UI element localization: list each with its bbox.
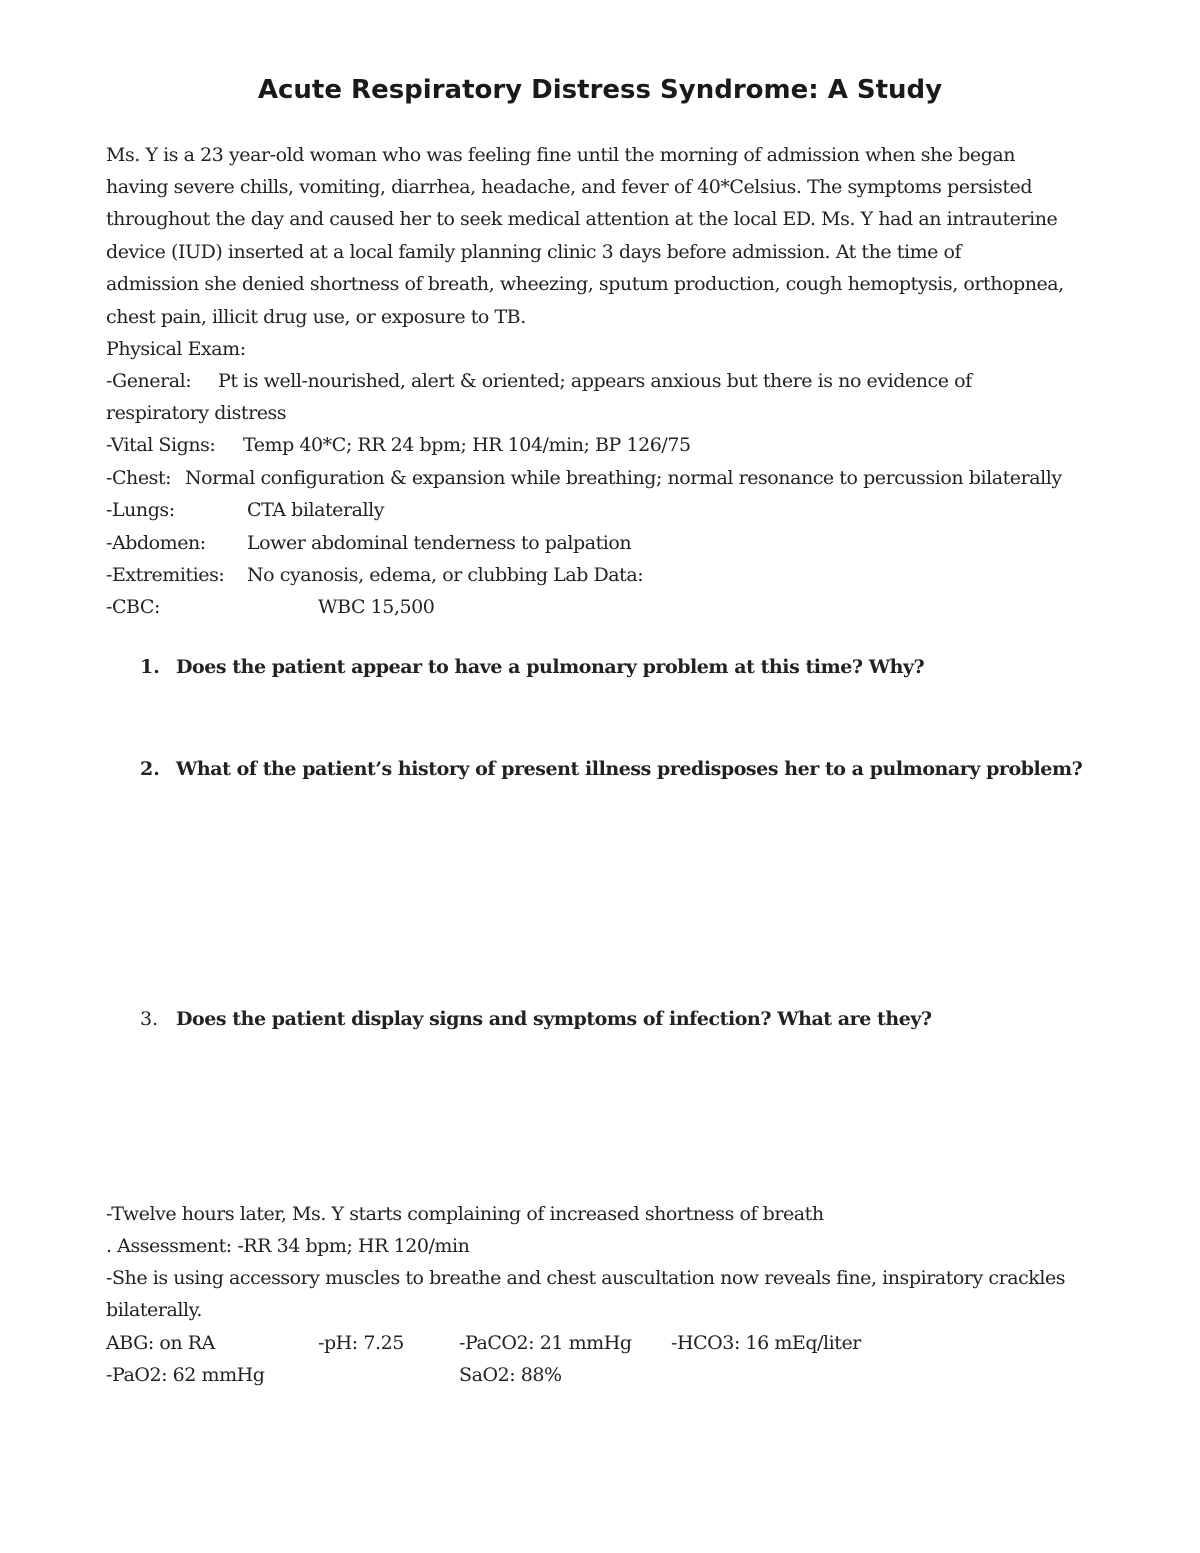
exam-abdomen-label: -Abdomen: xyxy=(106,532,206,554)
abg-sao2: SaO2: 88% xyxy=(459,1364,562,1386)
exam-lungs-label: -Lungs: xyxy=(106,499,175,521)
question-text: Does the patient appear to have a pulmonary problem at this time? Why? xyxy=(176,656,925,678)
intro-line: throughout the day and caused her to seek medical attention at the local ED. Ms. Y had an intrauterine xyxy=(106,208,1058,230)
lab-cbc-row xyxy=(106,591,606,623)
lab-cbc-label: -CBC: xyxy=(106,596,160,618)
exam-extremities-label: -Extremities: xyxy=(106,564,225,586)
question-text: What of the patient’s history of present illness predisposes her to a pulmonary problem? xyxy=(176,758,1083,780)
followup-line: -Twelve hours later, Ms. Y starts complaining of increased shortness of breath xyxy=(106,1203,824,1225)
exam-chest-label: -Chest: xyxy=(106,467,172,489)
intro-line: admission she denied shortness of breath, wheezing, sputum production, cough hemoptysis, orthopnea, xyxy=(106,273,1064,295)
exam-vitals-value: Temp 40*C; RR 24 bpm; HR 104/min; BP 126/75 xyxy=(243,434,691,456)
exam-general-value: Pt is well-nourished, alert & oriented; appears anxious but there is no evidence of xyxy=(218,370,972,392)
exam-general-label: -General: xyxy=(106,370,192,392)
physical-exam-heading: Physical Exam: xyxy=(106,338,246,360)
exam-vitals-label: -Vital Signs: xyxy=(106,434,216,456)
abg-label: ABG: on RA xyxy=(106,1332,215,1354)
abg-pao2: -PaO2: 62 mmHg xyxy=(106,1364,265,1386)
abg-ph: -pH: 7.25 xyxy=(318,1332,404,1354)
intro-line: having severe chills, vomiting, diarrhea, headache, and fever of 40*Celsius. The symptoms persisted xyxy=(106,176,1033,198)
exam-abdomen-row xyxy=(106,527,806,559)
exam-lungs-row xyxy=(106,494,806,526)
exam-extremities-value: No cyanosis, edema, or clubbing Lab Data: xyxy=(247,564,644,586)
question-number: 2. xyxy=(140,758,160,780)
lab-cbc-value: WBC 15,500 xyxy=(318,596,435,618)
intro-line: Ms. Y is a 23 year-old woman who was feeling fine until the morning of admission when she began xyxy=(106,144,1016,166)
exam-lungs-value: CTA bilaterally xyxy=(247,499,385,521)
exam-general-continued: respiratory distress xyxy=(106,402,287,424)
followup-line: . Assessment: -RR 34 bpm; HR 120/min xyxy=(106,1235,470,1257)
exam-extremities-row xyxy=(106,559,806,591)
intro-line: device (IUD) inserted at a local family planning clinic 3 days before admission. At the time of xyxy=(106,241,962,263)
question-number: 3. xyxy=(140,1008,159,1030)
followup-line: bilaterally. xyxy=(106,1299,202,1321)
question-text: Does the patient display signs and symptoms of infection? What are they? xyxy=(176,1008,932,1030)
abg-row-2 xyxy=(106,1359,806,1391)
exam-abdomen-value: Lower abdominal tenderness to palpation xyxy=(247,532,632,554)
exam-chest-row xyxy=(106,462,1106,494)
intro-line: chest pain, illicit drug use, or exposure to TB. xyxy=(106,306,526,328)
abg-row xyxy=(106,1327,1006,1359)
exam-general-row xyxy=(106,365,1106,397)
followup-line: -She is using accessory muscles to breathe and chest auscultation now reveals fine, inspiratory crackles xyxy=(106,1267,1066,1289)
document-title: Acute Respiratory Distress Syndrome: A Study xyxy=(257,75,943,105)
question-number: 1. xyxy=(140,656,160,678)
abg-hco3: -HCO3: 16 mEq/liter xyxy=(671,1332,861,1354)
exam-chest-value: Normal configuration & expansion while breathing; normal resonance to percussion bilaterally xyxy=(185,467,1062,489)
abg-paco2: -PaCO2: 21 mmHg xyxy=(459,1332,632,1354)
exam-vitals-row xyxy=(106,429,806,461)
